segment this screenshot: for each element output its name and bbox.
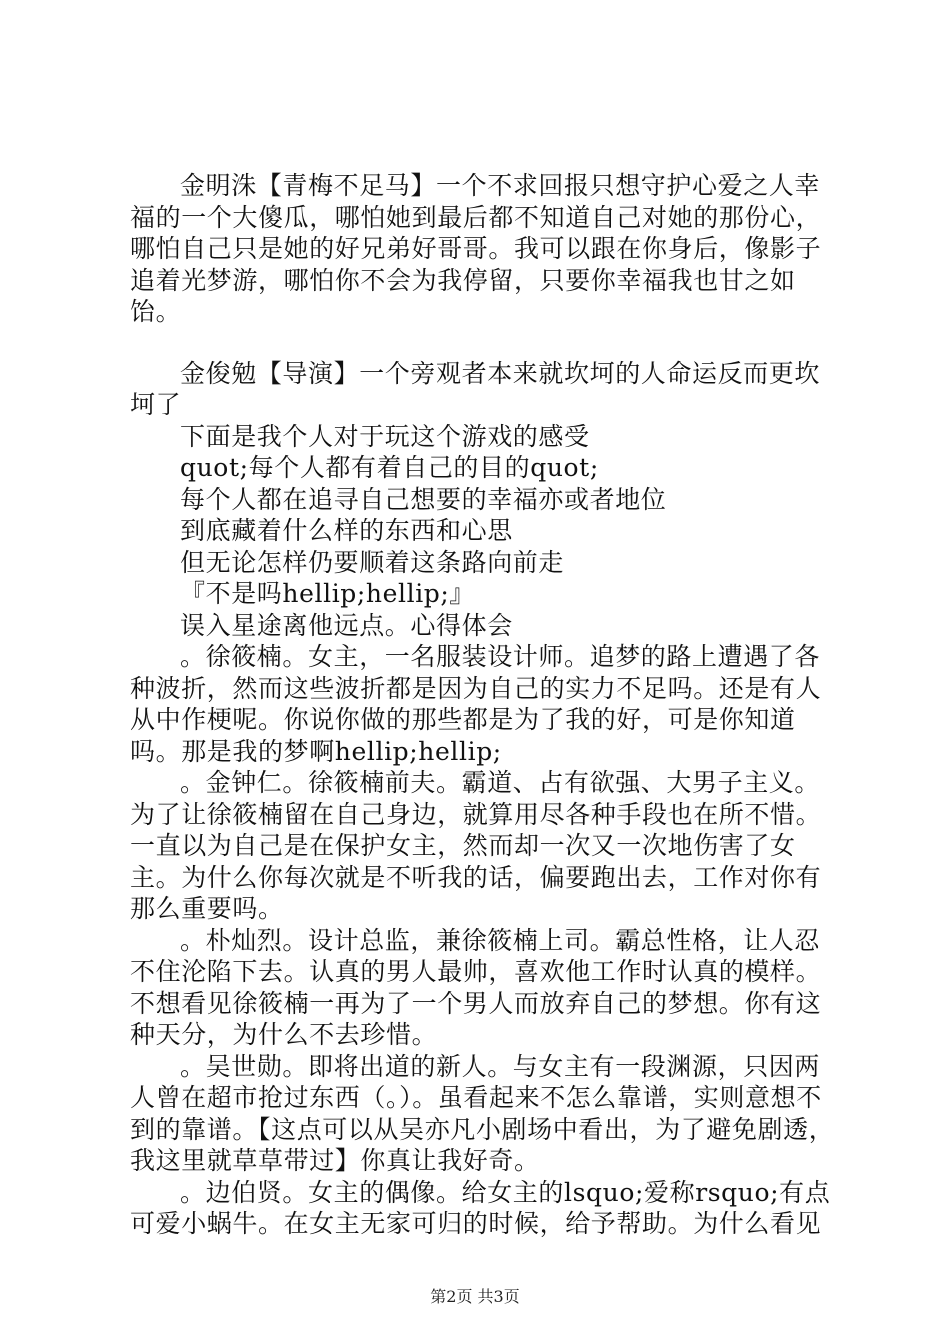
- paragraph-gap: [130, 328, 840, 358]
- paragraph: 金俊勉【导演】一个旁观者本来就坎坷的人命运反而更坎坷了: [130, 358, 821, 419]
- paragraph: 。朴灿烈。设计总监，兼徐筱楠上司。霸总性格，让人忍不住沦陷下去。认真的男人最帅，喜欢他工作时认真的模样。不想看见徐筱楠一再为了一个男人而放弃自己的梦想。你有这种天分，为什么不去珍惜。: [130, 925, 822, 1049]
- paragraph: 金明洙【青梅不足马】一个不求回报只想守护心爱之人幸福的一个大傻瓜，哪怕她到最后都不知道自己对她的那份心，哪怕自己只是她的好兄弟好哥哥。我可以跟在你身后，像影子追着光梦游，哪怕你不会为我停留，只要你幸福我也甘之如饴。: [130, 171, 822, 326]
- page-footer: 第2页 共3页: [430, 1287, 520, 1306]
- paragraph: quot;每个人都有着自己的目的quot;: [180, 453, 599, 482]
- paragraph: 。金钟仁。徐筱楠前夫。霸道、占有欲强、大男子主义。为了让徐筱楠留在自己身边，就算用尽各种手段也在所不惜。一直以为自己是在保护女主，然而却一次又一次地伤害了女主。为什么你每次就是不听我的话，偏要跑出去，工作对你有那么重要吗。: [130, 768, 822, 923]
- paragraph: 『不是吗hellip;hellip;』: [180, 579, 476, 608]
- paragraph: 误入星途离他远点。心得体会: [180, 610, 513, 640]
- paragraph: 下面是我个人对于玩这个游戏的感受: [180, 421, 590, 451]
- document-body: [130, 170, 840, 1240]
- paragraph: 到底藏着什么样的东西和心思: [180, 516, 513, 545]
- paragraph: 。吴世勋。即将出道的新人。与女主有一段渊源，只因两人曾在超市抢过东西（。）。虽看起来不怎么靠谱，实则意想不到的靠谱。【这点可以从吴亦凡小剧场中看出，为了避免剧透，我这里就草草带过】你真让我好奇。: [130, 1051, 835, 1175]
- paragraph: 。徐筱楠。女主，一名服装设计师。追梦的路上遭遇了各种波折，然而这些波折都是因为自己的实力不足吗。还是有人从中作梗呢。你说你做的那些都是为了我的好，可是你知道吗。那是我的梦啊hellip;hellip;: [130, 642, 822, 766]
- paragraph: 但无论怎样仍要顺着这条路向前走: [180, 547, 565, 577]
- paragraph: 每个人都在追寻自己想要的幸福亦或者地位: [180, 484, 667, 514]
- paragraph: 。边伯贤。女主的偶像。给女主的lsquo;爱称rsquo;有点可爱小蜗牛。在女主无家可归的时候，给予帮助。为什么看见: [130, 1177, 831, 1238]
